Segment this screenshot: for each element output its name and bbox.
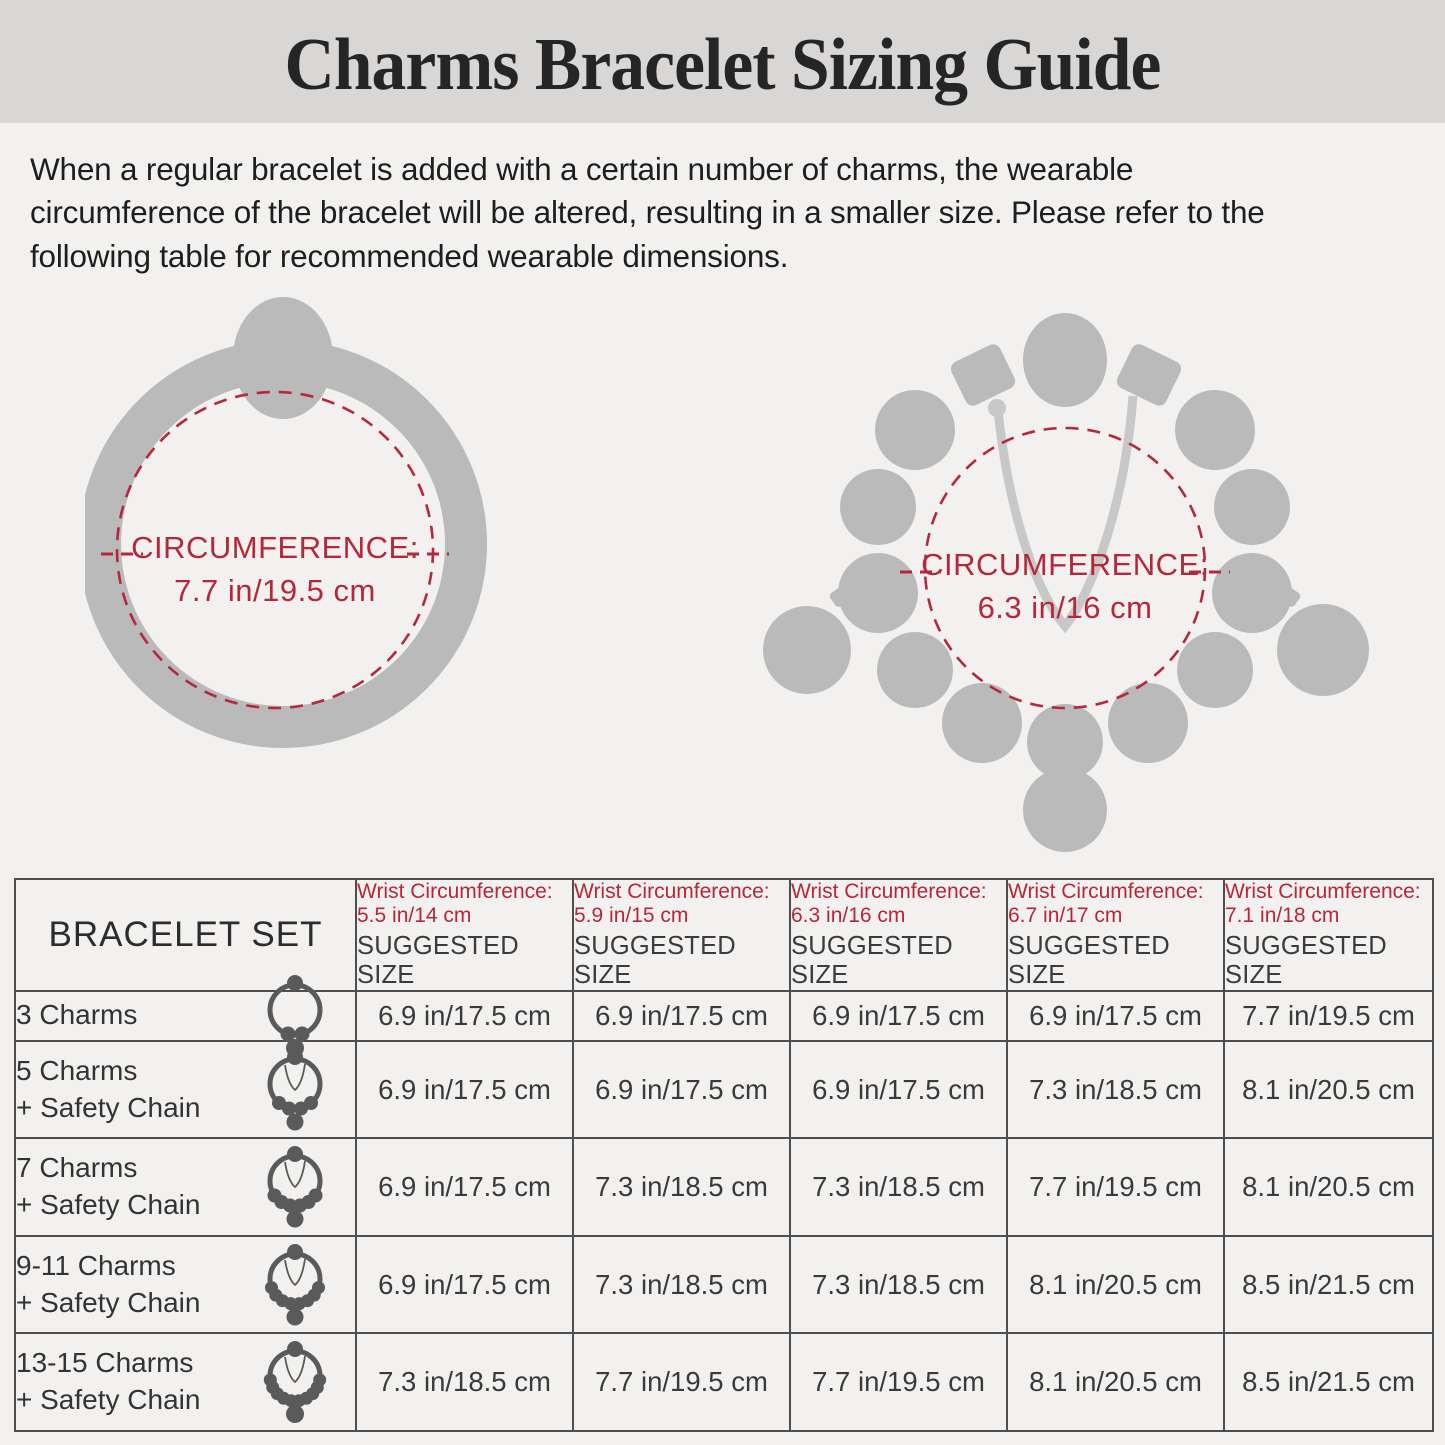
- size-cell: 7.3 in/18.5 cm: [790, 1138, 1007, 1236]
- suggested-size-label: SUGGESTED SIZE: [574, 931, 736, 989]
- charm-bracelet-diagram: [735, 278, 1395, 868]
- size-cell: 7.3 in/18.5 cm: [573, 1236, 790, 1334]
- size-cell: 6.9 in/17.5 cm: [573, 991, 790, 1041]
- bracelet-set-cell: [15, 991, 356, 1041]
- table-row: [15, 1236, 1433, 1334]
- intro-paragraph: [30, 148, 1425, 278]
- wrist-circumference-label: Wrist Circumference:: [1225, 880, 1421, 903]
- size-cell: 6.9 in/17.5 cm: [356, 1236, 573, 1334]
- bracelet-set-header: BRACELET SET: [15, 879, 356, 991]
- bracelet-7-charms-safety-chain-icon: [259, 1139, 331, 1235]
- row-sublabel: + Safety Chain: [16, 1091, 201, 1123]
- size-cell: 6.9 in/17.5 cm: [790, 991, 1007, 1041]
- size-cell: 8.5 in/21.5 cm: [1224, 1333, 1433, 1431]
- size-cell: 7.7 in/19.5 cm: [1007, 1138, 1224, 1236]
- row-label: 13-15 Charms: [16, 1347, 194, 1379]
- bracelet-set-cell: [15, 1041, 356, 1139]
- size-cell: 7.7 in/19.5 cm: [1224, 991, 1433, 1041]
- bracelet-9-11-charms-safety-chain-icon: [259, 1237, 331, 1333]
- wrist-circumference-value: 5.5 in/14 cm: [357, 903, 472, 927]
- size-cell: 7.3 in/18.5 cm: [356, 1333, 573, 1431]
- bracelet-5-charms-safety-chain-icon: [259, 1042, 331, 1138]
- wrist-circumference-label: Wrist Circumference:: [1008, 880, 1204, 903]
- table-row: [15, 1041, 1433, 1139]
- wrist-circumference-label: Wrist Circumference:: [357, 880, 553, 903]
- size-cell: 8.1 in/20.5 cm: [1007, 1333, 1224, 1431]
- wrist-circumference-label: Wrist Circumference:: [791, 880, 987, 903]
- suggested-size-label: SUGGESTED SIZE: [357, 931, 519, 989]
- size-cell: 6.9 in/17.5 cm: [1007, 991, 1224, 1041]
- size-cell: 7.3 in/18.5 cm: [573, 1138, 790, 1236]
- wrist-circumference-value: 6.3 in/16 cm: [791, 903, 906, 927]
- column-header: [573, 879, 790, 991]
- circumference-value: 6.3 in/16 cm: [977, 590, 1153, 625]
- intro-line: When a regular bracelet is added with a certain number of charms, the wearable: [30, 151, 1134, 187]
- column-header: [790, 879, 1007, 991]
- title-band: [0, 0, 1445, 123]
- row-sublabel: + Safety Chain: [16, 1189, 201, 1221]
- wrist-circumference-label: Wrist Circumference:: [574, 880, 770, 903]
- size-cell: 6.9 in/17.5 cm: [356, 1041, 573, 1139]
- row-label: 7 Charms: [16, 1152, 138, 1184]
- size-cell: 6.9 in/17.5 cm: [790, 1041, 1007, 1139]
- size-cell: 8.5 in/21.5 cm: [1224, 1236, 1433, 1334]
- column-header: [356, 879, 573, 991]
- size-cell: 6.9 in/17.5 cm: [573, 1041, 790, 1139]
- size-cell: 6.9 in/17.5 cm: [356, 991, 573, 1041]
- size-cell: 7.3 in/18.5 cm: [1007, 1041, 1224, 1139]
- wrist-circumference-value: 7.1 in/18 cm: [1225, 903, 1340, 927]
- size-cell: 8.1 in/20.5 cm: [1224, 1041, 1433, 1139]
- table-header-row: [15, 879, 1433, 991]
- bracelet-set-cell: [15, 1138, 356, 1236]
- table-row: [15, 1333, 1433, 1431]
- table-row: [15, 1138, 1433, 1236]
- column-header: [1007, 879, 1224, 991]
- row-label: 9-11 Charms: [16, 1249, 176, 1281]
- suggested-size-label: SUGGESTED SIZE: [1225, 931, 1387, 989]
- table-row: [15, 991, 1433, 1041]
- bracelet-set-cell: [15, 1236, 356, 1334]
- circumference-label: CIRCUMFERENCE:: [921, 547, 1209, 582]
- row-sublabel: + Safety Chain: [16, 1286, 201, 1318]
- suggested-size-label: SUGGESTED SIZE: [791, 931, 953, 989]
- bracelet-clasp-icon: [233, 297, 333, 419]
- sizing-table: [14, 878, 1434, 1432]
- charm-clasp-icon: [1023, 313, 1107, 407]
- size-cell: 7.7 in/19.5 cm: [573, 1333, 790, 1431]
- bracelet-13-15-charms-safety-chain-icon: [259, 1334, 331, 1430]
- column-header: [1224, 879, 1433, 991]
- size-cell: 6.9 in/17.5 cm: [356, 1138, 573, 1236]
- suggested-size-label: SUGGESTED SIZE: [1008, 931, 1170, 989]
- size-cell: 8.1 in/20.5 cm: [1224, 1138, 1433, 1236]
- intro-line: circumference of the bracelet will be altered, resulting in a smaller size. Please refer to the: [30, 194, 1265, 231]
- wrist-circumference-value: 6.7 in/17 cm: [1008, 903, 1123, 927]
- bracelet-set-cell: [15, 1333, 356, 1431]
- size-cell: 8.1 in/20.5 cm: [1007, 1236, 1224, 1334]
- row-sublabel: + Safety Chain: [16, 1384, 201, 1416]
- plain-bracelet-diagram: [85, 292, 565, 782]
- row-label: 5 Charms: [16, 1054, 138, 1086]
- wrist-circumference-value: 5.9 in/15 cm: [574, 903, 689, 927]
- intro-line: following table for recommended wearable dimensions.: [30, 237, 789, 274]
- row-label: 3 Charms: [16, 999, 138, 1031]
- page-title: Charms Bracelet Sizing Guide: [284, 24, 1161, 106]
- size-cell: 7.3 in/18.5 cm: [790, 1236, 1007, 1334]
- circumference-value: 7.7 in/19.5 cm: [174, 573, 376, 608]
- circumference-label: CIRCUMFERENCE:: [131, 530, 419, 565]
- size-cell: 7.7 in/19.5 cm: [790, 1333, 1007, 1431]
